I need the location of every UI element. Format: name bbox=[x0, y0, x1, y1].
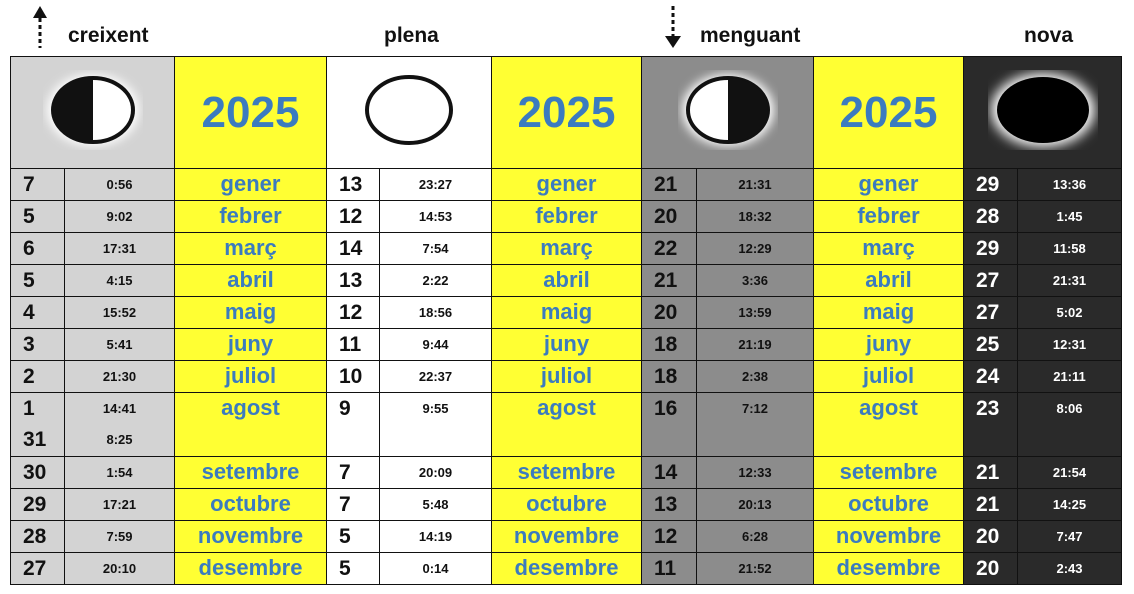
new-moon-day: 21 bbox=[964, 457, 1018, 489]
full-moon-time: 14:19 bbox=[380, 521, 492, 553]
month-label: febrer bbox=[492, 201, 642, 233]
month-label: agost bbox=[492, 393, 642, 457]
full-moon-time: 2:22 bbox=[380, 265, 492, 297]
first-quarter-time: 4:15 bbox=[65, 265, 175, 297]
first-quarter-time: 5:41 bbox=[65, 329, 175, 361]
last-quarter-time: 20:13 bbox=[697, 489, 814, 521]
table-row bbox=[11, 489, 1122, 521]
last-quarter-day: 12 bbox=[642, 521, 697, 553]
arrow-up-icon bbox=[32, 6, 48, 48]
table-row bbox=[11, 297, 1122, 329]
new-moon-time: 8:06 bbox=[1018, 393, 1122, 457]
header-creixent: creixent bbox=[68, 24, 149, 47]
new-moon-time: 12:31 bbox=[1018, 329, 1122, 361]
year-label: 2025 bbox=[492, 57, 642, 169]
last-quarter-time: 12:29 bbox=[697, 233, 814, 265]
table-row bbox=[11, 329, 1122, 361]
last-quarter-day: 21 bbox=[642, 169, 697, 201]
new-moon-day: 23 bbox=[964, 393, 1018, 457]
new-moon-day: 27 bbox=[964, 297, 1018, 329]
table-row bbox=[11, 553, 1122, 585]
last-quarter-moon-cell bbox=[642, 57, 814, 169]
new-moon-time: 21:54 bbox=[1018, 457, 1122, 489]
month-label: abril bbox=[492, 265, 642, 297]
full-moon-day: 14 bbox=[327, 233, 380, 265]
month-label: juny bbox=[492, 329, 642, 361]
month-label: febrer bbox=[175, 201, 327, 233]
month-label: maig bbox=[175, 297, 327, 329]
last-quarter-time: 2:38 bbox=[697, 361, 814, 393]
table-row bbox=[11, 169, 1122, 201]
new-moon-time: 1:45 bbox=[1018, 201, 1122, 233]
first-quarter-day: 28 bbox=[11, 521, 65, 553]
first-quarter-time: 17:21 bbox=[65, 489, 175, 521]
month-label: gener bbox=[492, 169, 642, 201]
month-label: juliol bbox=[492, 361, 642, 393]
first-quarter-day: 4 bbox=[11, 297, 65, 329]
month-label: març bbox=[492, 233, 642, 265]
month-label: setembre bbox=[492, 457, 642, 489]
full-moon-icon bbox=[359, 70, 459, 150]
month-label: març bbox=[814, 233, 964, 265]
full-moon-day: 13 bbox=[327, 265, 380, 297]
header-menguant: menguant bbox=[700, 24, 801, 47]
first-quarter-day: 27 bbox=[11, 553, 65, 585]
new-moon-day: 21 bbox=[964, 489, 1018, 521]
header-plena: plena bbox=[384, 24, 439, 47]
new-moon-day: 29 bbox=[964, 169, 1018, 201]
header-bar bbox=[0, 0, 1134, 56]
first-quarter-day: 30 bbox=[11, 457, 65, 489]
last-quarter-day: 18 bbox=[642, 329, 697, 361]
first-quarter-day: 5 bbox=[11, 201, 65, 233]
new-moon-day: 20 bbox=[964, 553, 1018, 585]
full-moon-day: 9 bbox=[327, 393, 380, 457]
last-quarter-time: 21:31 bbox=[697, 169, 814, 201]
first-quarter-day: 7 bbox=[11, 169, 65, 201]
new-moon-day: 29 bbox=[964, 233, 1018, 265]
last-quarter-day: 16 bbox=[642, 393, 697, 457]
new-moon-day: 24 bbox=[964, 361, 1018, 393]
full-moon-day: 11 bbox=[327, 329, 380, 361]
last-quarter-day: 21 bbox=[642, 265, 697, 297]
first-quarter-time: 1:54 bbox=[65, 457, 175, 489]
last-quarter-time: 21:19 bbox=[697, 329, 814, 361]
new-moon-day: 28 bbox=[964, 201, 1018, 233]
last-quarter-day: 11 bbox=[642, 553, 697, 585]
new-moon-time: 13:36 bbox=[1018, 169, 1122, 201]
last-quarter-day: 14 bbox=[642, 457, 697, 489]
month-label: desembre bbox=[175, 553, 327, 585]
month-label: juliol bbox=[814, 361, 964, 393]
first-quarter-day: 2 bbox=[11, 361, 65, 393]
last-quarter-day: 13 bbox=[642, 489, 697, 521]
new-moon-time: 2:43 bbox=[1018, 553, 1122, 585]
month-label: agost bbox=[175, 393, 327, 457]
first-quarter-time: 7:59 bbox=[65, 521, 175, 553]
new-moon-time: 21:11 bbox=[1018, 361, 1122, 393]
new-moon-time: 21:31 bbox=[1018, 265, 1122, 297]
month-label: gener bbox=[175, 169, 327, 201]
first-quarter-time: 17:31 bbox=[65, 233, 175, 265]
new-moon-icon bbox=[988, 70, 1098, 150]
month-label: agost bbox=[814, 393, 964, 457]
full-moon-day: 5 bbox=[327, 521, 380, 553]
first-quarter-day-value: 1 bbox=[23, 397, 35, 420]
image-row bbox=[11, 57, 1122, 169]
year-label: 2025 bbox=[814, 57, 964, 169]
full-moon-day: 10 bbox=[327, 361, 380, 393]
month-label: novembre bbox=[492, 521, 642, 553]
first-quarter-day bbox=[11, 393, 65, 457]
last-quarter-time: 6:28 bbox=[697, 521, 814, 553]
first-quarter-time-value-second: 8:25 bbox=[106, 432, 133, 447]
last-quarter-moon-icon bbox=[678, 70, 778, 150]
first-quarter-day-value-second: 31 bbox=[23, 428, 47, 451]
month-label: novembre bbox=[175, 521, 327, 553]
last-quarter-time: 18:32 bbox=[697, 201, 814, 233]
first-quarter-time: 15:52 bbox=[65, 297, 175, 329]
month-label: octubre bbox=[175, 489, 327, 521]
month-label: març bbox=[175, 233, 327, 265]
last-quarter-time: 21:52 bbox=[697, 553, 814, 585]
month-label: novembre bbox=[814, 521, 964, 553]
last-quarter-day: 18 bbox=[642, 361, 697, 393]
month-label: abril bbox=[814, 265, 964, 297]
month-label: maig bbox=[492, 297, 642, 329]
last-quarter-day: 22 bbox=[642, 233, 697, 265]
full-moon-time: 9:44 bbox=[380, 329, 492, 361]
first-quarter-time: 9:02 bbox=[65, 201, 175, 233]
first-quarter-day: 29 bbox=[11, 489, 65, 521]
new-moon-time: 7:47 bbox=[1018, 521, 1122, 553]
last-quarter-time: 13:59 bbox=[697, 297, 814, 329]
new-moon-time: 11:58 bbox=[1018, 233, 1122, 265]
full-moon-cell bbox=[327, 57, 492, 169]
table-row bbox=[11, 233, 1122, 265]
full-moon-time: 18:56 bbox=[380, 297, 492, 329]
first-quarter-moon-icon bbox=[43, 70, 143, 150]
month-label: febrer bbox=[814, 201, 964, 233]
full-moon-time: 20:09 bbox=[380, 457, 492, 489]
last-quarter-day: 20 bbox=[642, 297, 697, 329]
first-quarter-moon-cell bbox=[11, 57, 175, 169]
first-quarter-day: 3 bbox=[11, 329, 65, 361]
full-moon-time: 9:55 bbox=[380, 393, 492, 457]
full-moon-day: 5 bbox=[327, 553, 380, 585]
new-moon-time: 14:25 bbox=[1018, 489, 1122, 521]
table-row bbox=[11, 265, 1122, 297]
month-label: desembre bbox=[814, 553, 964, 585]
month-label: octubre bbox=[814, 489, 964, 521]
first-quarter-day: 6 bbox=[11, 233, 65, 265]
first-quarter-time bbox=[65, 393, 175, 457]
month-label: desembre bbox=[492, 553, 642, 585]
new-moon-day: 25 bbox=[964, 329, 1018, 361]
year-label: 2025 bbox=[175, 57, 327, 169]
first-quarter-time: 20:10 bbox=[65, 553, 175, 585]
month-label: juny bbox=[814, 329, 964, 361]
arrow-down-icon bbox=[664, 6, 682, 48]
full-moon-time: 0:14 bbox=[380, 553, 492, 585]
table-row bbox=[11, 361, 1122, 393]
table-row bbox=[11, 521, 1122, 553]
new-moon-cell bbox=[964, 57, 1122, 169]
first-quarter-day: 5 bbox=[11, 265, 65, 297]
full-moon-time: 14:53 bbox=[380, 201, 492, 233]
month-label: gener bbox=[814, 169, 964, 201]
full-moon-time: 23:27 bbox=[380, 169, 492, 201]
table-row bbox=[11, 457, 1122, 489]
full-moon-time: 5:48 bbox=[380, 489, 492, 521]
month-label: juny bbox=[175, 329, 327, 361]
full-moon-time: 22:37 bbox=[380, 361, 492, 393]
last-quarter-time: 12:33 bbox=[697, 457, 814, 489]
first-quarter-time-value: 14:41 bbox=[102, 401, 137, 416]
month-label: setembre bbox=[814, 457, 964, 489]
full-moon-day: 12 bbox=[327, 201, 380, 233]
full-moon-day: 7 bbox=[327, 489, 380, 521]
full-moon-day: 13 bbox=[327, 169, 380, 201]
month-label: abril bbox=[175, 265, 327, 297]
last-quarter-day: 20 bbox=[642, 201, 697, 233]
new-moon-time: 5:02 bbox=[1018, 297, 1122, 329]
month-label: juliol bbox=[175, 361, 327, 393]
first-quarter-time: 21:30 bbox=[65, 361, 175, 393]
month-label: maig bbox=[814, 297, 964, 329]
last-quarter-time: 3:36 bbox=[697, 265, 814, 297]
month-label: octubre bbox=[492, 489, 642, 521]
last-quarter-time: 7:12 bbox=[697, 393, 814, 457]
first-quarter-time: 0:56 bbox=[65, 169, 175, 201]
full-moon-day: 12 bbox=[327, 297, 380, 329]
moon-phase-table bbox=[10, 56, 1122, 585]
header-nova: nova bbox=[1024, 24, 1074, 47]
month-label: setembre bbox=[175, 457, 327, 489]
table-row bbox=[11, 393, 1122, 457]
full-moon-time: 7:54 bbox=[380, 233, 492, 265]
new-moon-day: 27 bbox=[964, 265, 1018, 297]
new-moon-day: 20 bbox=[964, 521, 1018, 553]
full-moon-day: 7 bbox=[327, 457, 380, 489]
table-row bbox=[11, 201, 1122, 233]
